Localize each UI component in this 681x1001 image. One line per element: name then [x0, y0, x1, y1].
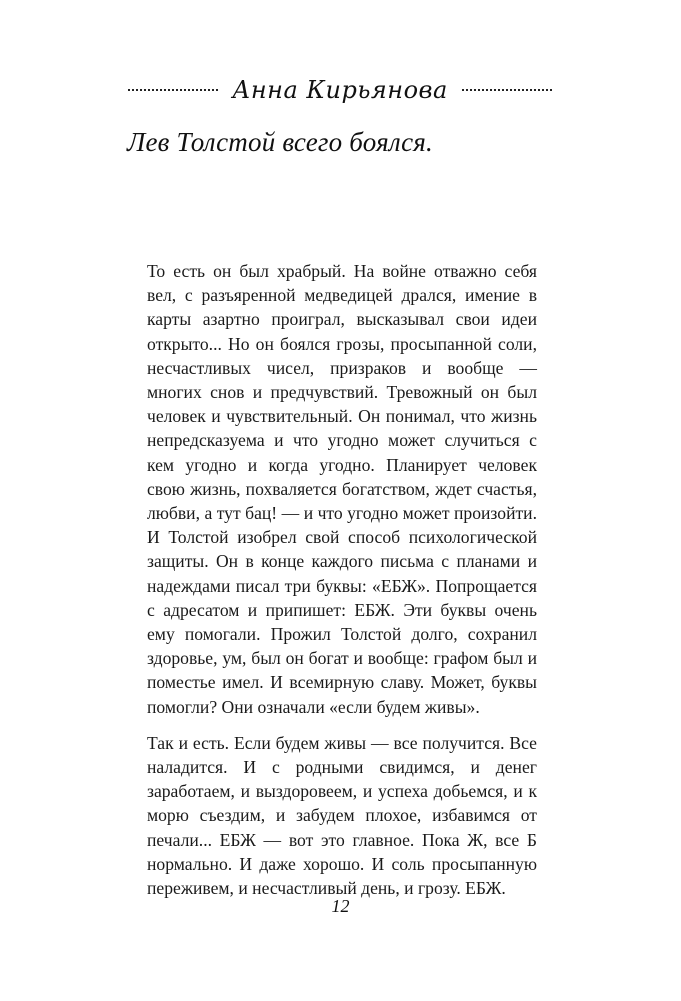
- header-dotted-rule-left: [128, 89, 218, 91]
- paragraph-1: То есть он был храбрый. На войне отважно себя вел, с разъяренной медведицей дрался, имение в карты азартно проиграл, высказывал свои идеи открыто... Но он боялся грозы, просыпанной соли, несчастливых чисел, призраков и вообще — многих снов и предчувствий. Тревожный он был человек и чувствительный. Он понимал, что жизнь непредсказуема и что угодно может случиться с кем угодно и когда угодно. Планирует человек свою жизнь, похваляется богатством, ждет счастья, любви, а тут бац! — и что угодно может произойти. И Толстой изобрел свой способ психологической защиты. Он в конце каждого письма с планами и надеждами писал три буквы: «ЕБЖ». Попрощается с адресатом и припишет: ЕБЖ. Эти буквы очень ему помогали. Прожил Толстой долго, сохранил здоровье, ум, был он богат и вообще: графом был и поместье имел. И всемирную славу. Может, буквы помогли? Они означали «если будем живы».: [147, 261, 537, 717]
- paragraph-2: Так и есть. Если будем живы — все получится. Все наладится. И с родными свидимся, и денег заработаем, и выздоровеем, и успеха добьемся, и к морю съездим, и забудем плохое, избавимся от печали... ЕБЖ — вот это главное. Пока Ж, все Б нормально. И даже хорошо. И соль просыпанную переживем, и несчастливый день, и грозу. ЕБЖ.: [147, 732, 537, 899]
- author-name: Анна Кирьянова: [232, 76, 448, 104]
- paragraph-spacer: [147, 719, 537, 731]
- page-number: 12: [331, 896, 350, 916]
- header-dotted-rule-right: [462, 89, 552, 91]
- chapter-title: Лев Толстой всего боялся.: [127, 127, 434, 157]
- running-header: [128, 70, 552, 110]
- body-text: [147, 259, 537, 900]
